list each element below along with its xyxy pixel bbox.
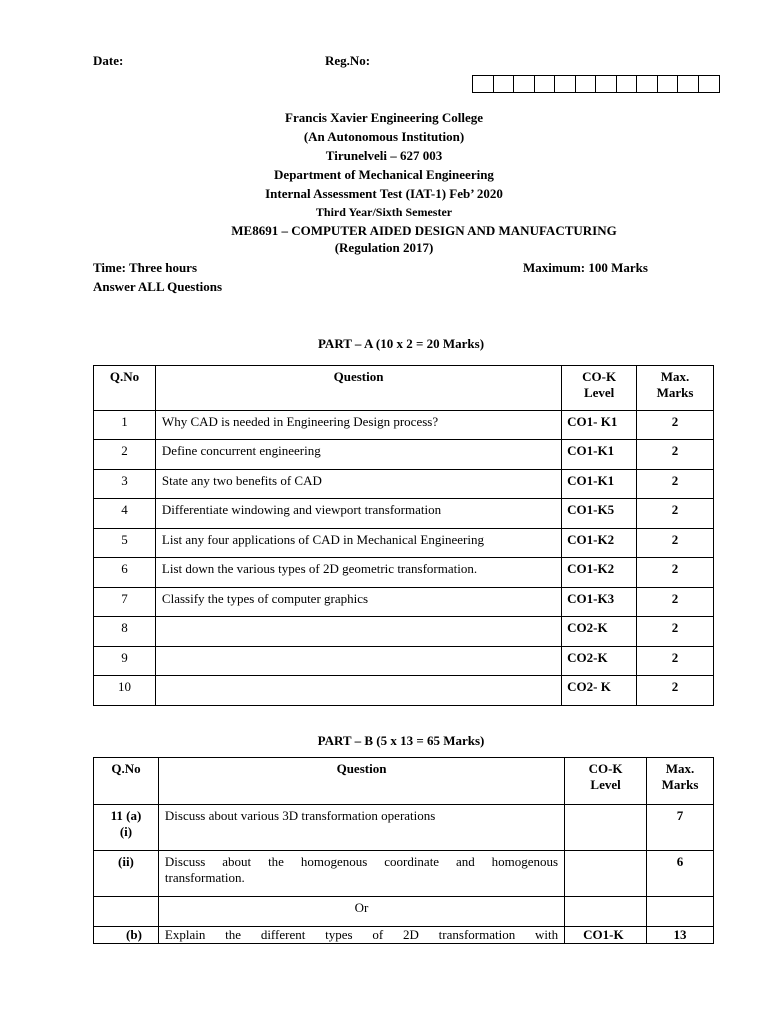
table-row <box>94 411 714 440</box>
regno-digit-box <box>576 76 597 92</box>
table-row <box>94 499 714 529</box>
col-co-line2: Level <box>590 777 621 792</box>
part-b-header-row <box>94 758 714 805</box>
question-number: 2 <box>94 440 156 470</box>
regno-digit-box <box>596 76 617 92</box>
question-number <box>94 805 159 851</box>
or-row-co-cell <box>565 897 647 927</box>
part-a-table <box>93 365 714 706</box>
date-label: Date: <box>93 53 124 68</box>
question-number: 6 <box>94 558 156 588</box>
table-row <box>94 440 714 470</box>
col-question: Question <box>155 366 561 411</box>
question-number-line1: 11 (a) <box>110 808 142 823</box>
part-a-title: PART – A (10 x 2 = 20 Marks) <box>317 336 485 351</box>
regulation-label: (Regulation 2017) <box>334 240 434 255</box>
or-row <box>94 897 714 927</box>
table-row <box>94 805 714 851</box>
max-marks: 2 <box>637 411 714 440</box>
regno-label: Reg.No: <box>325 53 371 68</box>
col-qno: Q.No <box>94 758 159 805</box>
autonomous-label: (An Autonomous Institution) <box>303 129 465 144</box>
max-marks: 2 <box>637 646 714 676</box>
col-max-marks <box>647 758 714 805</box>
col-max-marks <box>637 366 714 411</box>
question-number: (ii) <box>94 851 159 897</box>
regno-digit-box <box>658 76 679 92</box>
regno-digit-box <box>678 76 699 92</box>
question-text: Discuss about the homogenous coordinate and homogenous transformation. <box>158 851 564 897</box>
question-number: 5 <box>94 528 156 558</box>
college-city: Tirunelveli – 627 003 <box>325 148 443 163</box>
question-number: 8 <box>94 617 156 647</box>
semester-label: Third Year/Sixth Semester <box>315 205 453 219</box>
co-level: CO2-K <box>562 646 637 676</box>
max-marks: 2 <box>637 469 714 499</box>
max-marks: 2 <box>637 587 714 617</box>
co-level: CO2-K <box>562 617 637 647</box>
test-name: Internal Assessment Test (IAT-1) Feb’ 2020 <box>265 186 503 201</box>
question-text: Define concurrent engineering <box>155 440 561 470</box>
table-row <box>94 617 714 647</box>
part-a-header-row <box>94 366 714 411</box>
co-level: CO1-K2 <box>562 558 637 588</box>
part-b-table <box>93 757 714 944</box>
table-row <box>94 851 714 897</box>
col-co-line1: CO-K <box>582 369 617 384</box>
part-b-title: PART – B (5 x 13 = 65 Marks) <box>317 733 485 748</box>
regno-digit-box <box>514 76 535 92</box>
regno-digit-box <box>699 76 720 92</box>
col-qno: Q.No <box>94 366 156 411</box>
co-level: CO1- K1 <box>562 411 637 440</box>
col-max-line1: Max. <box>660 369 690 384</box>
col-co-level <box>562 366 637 411</box>
co-level: CO1-K3 <box>562 587 637 617</box>
table-row <box>94 646 714 676</box>
max-marks: 13 <box>647 927 714 944</box>
question-text: Classify the types of computer graphics <box>155 587 561 617</box>
co-level: CO1-K1 <box>562 440 637 470</box>
regno-boxes <box>472 75 720 93</box>
question-number: 4 <box>94 499 156 529</box>
regno-digit-box <box>535 76 556 92</box>
table-row <box>94 676 714 706</box>
table-row <box>94 469 714 499</box>
question-text: Why CAD is needed in Engineering Design process? <box>155 411 561 440</box>
max-marks: 2 <box>637 499 714 529</box>
co-level: CO1-K2 <box>562 528 637 558</box>
regno-digit-box <box>617 76 638 92</box>
col-question: Question <box>158 758 564 805</box>
question-number: 1 <box>94 411 156 440</box>
co-level <box>565 805 647 851</box>
or-text: Or <box>158 897 564 927</box>
co-level <box>565 851 647 897</box>
max-marks: 2 <box>637 528 714 558</box>
regno-digit-box <box>473 76 494 92</box>
max-marks: 7 <box>647 805 714 851</box>
co-level: CO1-K5 <box>562 499 637 529</box>
co-level: CO2- K <box>562 676 637 706</box>
col-max-line1: Max. <box>665 761 695 776</box>
course-title: ME8691 – COMPUTER AIDED DESIGN AND MANUFACTURING <box>231 223 617 238</box>
question-text: Differentiate windowing and viewport transformation <box>155 499 561 529</box>
max-marks: 2 <box>637 440 714 470</box>
col-max-line2: Marks <box>656 385 694 400</box>
col-co-level <box>565 758 647 805</box>
time-label: Time: Three hours <box>93 260 198 275</box>
regno-digit-box <box>555 76 576 92</box>
question-number: (b) <box>94 927 159 944</box>
question-text: Explain the different types of 2D transformation with <box>158 927 564 944</box>
max-marks: 2 <box>637 558 714 588</box>
table-row <box>94 927 714 944</box>
max-marks: 2 <box>637 617 714 647</box>
max-marks: 2 <box>637 676 714 706</box>
department-name: Department of Mechanical Engineering <box>274 167 494 182</box>
table-row <box>94 528 714 558</box>
question-number: 7 <box>94 587 156 617</box>
question-number: 9 <box>94 646 156 676</box>
regno-digit-box <box>494 76 515 92</box>
question-text: List down the various types of 2D geometric transformation. <box>155 558 561 588</box>
question-text: Discuss about various 3D transformation operations <box>158 805 564 851</box>
col-max-line2: Marks <box>661 777 699 792</box>
max-marks-label: Maximum: 100 Marks <box>523 260 648 275</box>
question-number-line2: (i) <box>119 824 133 839</box>
question-number: 3 <box>94 469 156 499</box>
col-co-line1: CO-K <box>588 761 623 776</box>
or-row-marks-cell <box>647 897 714 927</box>
college-name: Francis Xavier Engineering College <box>285 110 483 125</box>
question-text: State any two benefits of CAD <box>155 469 561 499</box>
co-level: CO1-K1 <box>562 469 637 499</box>
question-number: 10 <box>94 676 156 706</box>
question-text <box>155 676 561 706</box>
table-row <box>94 587 714 617</box>
regno-digit-box <box>637 76 658 92</box>
question-text: List any four applications of CAD in Mechanical Engineering <box>155 528 561 558</box>
table-row <box>94 558 714 588</box>
question-text <box>155 617 561 647</box>
col-co-line2: Level <box>583 385 615 400</box>
or-row-qno-cell <box>94 897 159 927</box>
co-level: CO1-K <box>565 927 647 944</box>
instructions-label: Answer ALL Questions <box>93 279 223 294</box>
question-text <box>155 646 561 676</box>
max-marks: 6 <box>647 851 714 897</box>
